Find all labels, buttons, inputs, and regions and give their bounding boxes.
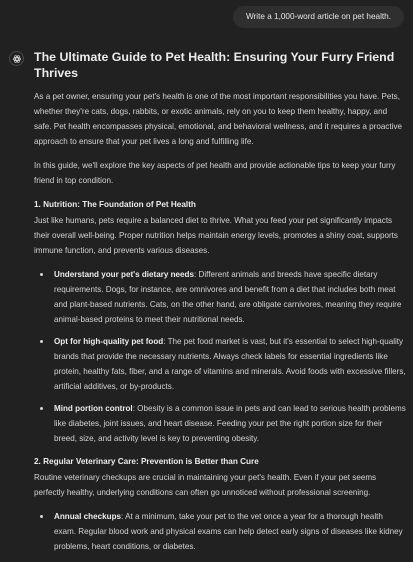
list-item-text: : Different animals and breeds have specific dietary requirements. Dogs, for instance, are omnivores and benefit from a diet that includes both meat and plant-based nutrients. Cats, on the other hand, are obligate carnivores, meaning they require animal-based proteins to meet their nutritional needs. <box>54 270 402 324</box>
list-item-label: Opt for high-quality pet food <box>54 337 164 346</box>
list-item-text: : Obesity is a common issue in pets and can lead to serious health problems like diabetes, joint issues, and heart disease. Feeding your pet the right portion size for their breed, size, and activity level is key to preventing obesity. <box>54 404 406 443</box>
user-message-bubble: Write a 1,000-word article on pet health. <box>233 6 404 28</box>
section-2-heading: 2. Regular Veterinary Care: Prevention is Better than Cure <box>34 457 259 466</box>
assistant-response <box>34 49 406 562</box>
list-item-label: Understand your pet's dietary needs <box>54 270 195 279</box>
intro-paragraph-1: As a pet owner, ensuring your pet's health is one of the most important responsibilities you have. Pets, whether they're cats, dogs, rabbits, or exotic animals, rely on you to keep them healthy, happy, and safe. Pet health encompasses physical, emotional, and behavioral wellness, and it requires a proactive approach to ensure that your pet lives a long and fulfilling life. <box>34 92 403 146</box>
section-1-list <box>34 267 406 446</box>
list-item-label: Annual checkups <box>54 512 122 521</box>
section-2-list <box>34 509 406 554</box>
section-1-paragraph: Just like humans, pets require a balanced diet to thrive. What you feed your pet significantly impacts their overall well-being. Proper nutrition helps maintain energy levels, promotes a shiny coat, supports immune function, and prevents various diseases. <box>34 216 398 255</box>
list-item <box>52 334 406 394</box>
list-item-label: Mind portion control <box>54 404 133 413</box>
list-item-text: : The pet food market is vast, but it's essential to select high-quality brands that provide the necessary nutrients. Always check labels for essential ingredients like protein, healthy fats, fiber, and a range of vitamins and minerals. Avoid foods with excessive fillers, artificial additives, or by-products. <box>54 337 406 391</box>
list-item <box>52 509 406 554</box>
list-item-text: : At a minimum, take your pet to the vet once a year for a thorough health exam. Regular blood work and physical exams can help detect early signs of diseases like kidney problems, heart conditions, or diabetes. <box>54 512 403 551</box>
list-item <box>52 267 406 327</box>
section-2-paragraph: Routine veterinary checkups are crucial in maintaining your pet's health. Even if your pet seems perfectly healthy, underlying conditions can often go unnoticed without professional screening. <box>34 473 377 497</box>
intro-paragraph-2: In this guide, we'll explore the key aspects of pet health and provide actionable tips to keep your furry friend in top condition. <box>34 161 396 185</box>
article-title: The Ultimate Guide to Pet Health: Ensuring Your Furry Friend Thrives <box>34 50 395 80</box>
list-item <box>52 401 406 446</box>
section-1-heading: 1. Nutrition: The Foundation of Pet Health <box>34 200 196 209</box>
assistant-logo-icon <box>9 51 24 66</box>
